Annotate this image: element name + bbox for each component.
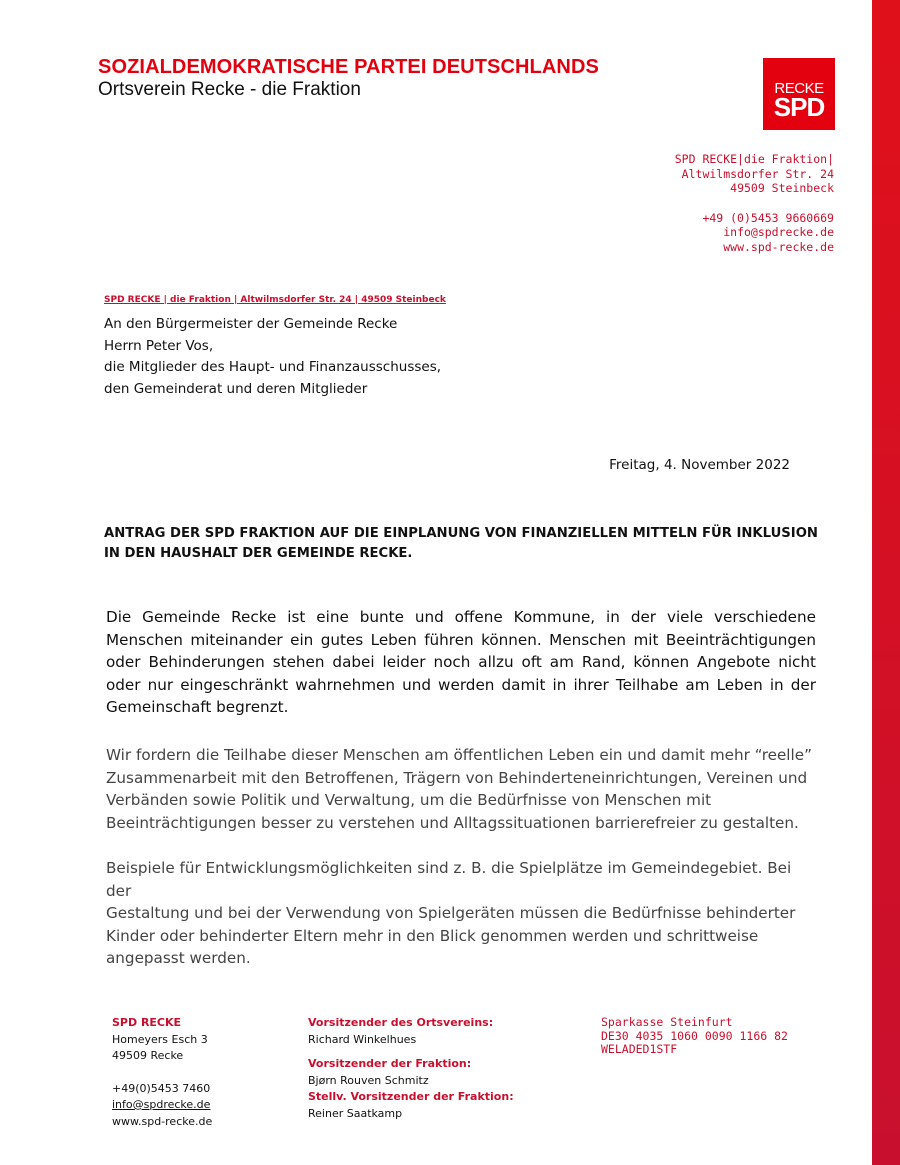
side-red-bar: [872, 0, 900, 1165]
footer-city: 49509 Recke: [112, 1049, 184, 1062]
body-paragraph-3: [106, 857, 818, 970]
address-phone: +49 (0)5453 9660669: [702, 210, 834, 225]
paragraph-line: Kinder oder behinderter Eltern mehr in den Blick genommen werden und schrittweise: [106, 926, 759, 945]
footer-web: www.spd-recke.de: [112, 1114, 213, 1128]
officer-name: Reiner Saatkamp: [308, 1106, 403, 1120]
address-line: Altwilmsdorfer Str. 24: [681, 166, 834, 181]
return-address-line: SPD RECKE | die Fraktion | Altwilmsdorfer Str. 24 | 49509 Steinbeck: [104, 295, 446, 305]
officer-label: Vorsitzender der Fraktion:: [308, 1057, 472, 1070]
letter-date: Freitag, 4. November 2022: [609, 457, 790, 473]
footer-bank: [601, 1016, 788, 1057]
address-email: info@spdrecke.de: [723, 225, 834, 239]
footer-email-link[interactable]: info@spdrecke.de: [112, 1098, 211, 1111]
bank-name: Sparkasse Steinfurt: [601, 1015, 733, 1029]
paragraph-line: angepasst werden.: [106, 949, 251, 967]
recipient-line: An den Bürgermeister der Gemeinde Recke: [104, 316, 398, 332]
footer-phone: +49(0)5453 7460: [112, 1081, 211, 1095]
paragraph-line: Beeinträchtigungen besser zu verstehen und Alltagssituationen barrierefreier zu gestalten.: [106, 813, 799, 832]
org-name: Ortsverein Recke - die Fraktion: [98, 79, 361, 100]
address-line: 49509 Steinbeck: [730, 181, 834, 195]
sender-address-block: [675, 152, 834, 254]
recipient-block: [104, 314, 441, 400]
footer-officers: [308, 1015, 514, 1122]
recipient-line: Herrn Peter Vos,: [104, 337, 214, 354]
footer-contact: [112, 1015, 212, 1130]
address-web: www.spd-recke.de: [723, 239, 834, 254]
logo-line1: RECKE: [774, 80, 824, 97]
paragraph-line: Gestaltung und bei der Verwendung von Spielgeräten müssen die Bedürfnisse behinderter: [106, 904, 796, 922]
spd-logo: [763, 58, 835, 130]
logo-line2: SPD: [773, 92, 825, 122]
officer-name: Bjørn Rouven Schmitz: [308, 1073, 429, 1087]
officer-label: Stellv. Vorsitzender der Fraktion:: [308, 1090, 514, 1103]
paragraph-line: Beispiele für Entwicklungsmöglichkeiten sind z. B. die Spielplätze im Gemeindegebiet. Bei der: [106, 859, 792, 900]
officer-label: Vorsitzender des Ortsvereins:: [308, 1016, 494, 1029]
subject-line: IN DEN HAUSHALT DER GEMEINDE RECKE.: [104, 545, 413, 561]
paragraph-line: Zusammenarbeit mit den Betroffenen, Trägern von Behinderteneinrichtungen, Vereinen und: [106, 768, 808, 787]
letter-subject: [104, 524, 824, 563]
paragraph-line: Verbänden sowie Politik und Verwaltung, um die Bedürfnisse von Menschen mit: [106, 791, 712, 809]
body-paragraph-1: Die Gemeinde Recke ist eine bunte und offene Kommune, in der viele verschiedene Menschen miteinander ein gutes Leben führen können. Menschen mit Beeinträchtigungen oder Behinderungen stehen dabei leider noch allzu oft am Rand, können Angebote nicht oder nur eingeschränkt wahrnehmen und werden damit in ihrer Teilhabe am Leben in der Gemeinschaft begrenzt.: [106, 608, 816, 716]
paragraph-line: Wir fordern die Teilhabe dieser Menschen am öffentlichen Leben ein und damit mehr “reelle”: [106, 746, 812, 764]
address-line: SPD RECKE|die Fraktion|: [674, 152, 834, 166]
party-name: SOZIALDEMOKRATISCHE PARTEI DEUTSCHLANDS: [98, 56, 599, 78]
bank-bic: WELADED1STF: [601, 1042, 678, 1056]
body-paragraph-2: [106, 744, 818, 834]
subject-line: ANTRAG DER SPD FRAKTION AUF DIE EINPLANUNG VON FINANZIELLEN MITTELN FÜR INKLUSION: [104, 526, 818, 541]
footer-street: Homeyers Esch 3: [112, 1032, 208, 1046]
recipient-line: den Gemeinderat und deren Mitglieder: [104, 380, 368, 397]
footer-title: SPD RECKE: [112, 1016, 182, 1029]
recipient-line: die Mitglieder des Haupt- und Finanzausschusses,: [104, 359, 442, 375]
officer-name: Richard Winkelhues: [308, 1032, 417, 1046]
bank-iban: DE30 4035 1060 0090 1166 82: [601, 1028, 788, 1043]
